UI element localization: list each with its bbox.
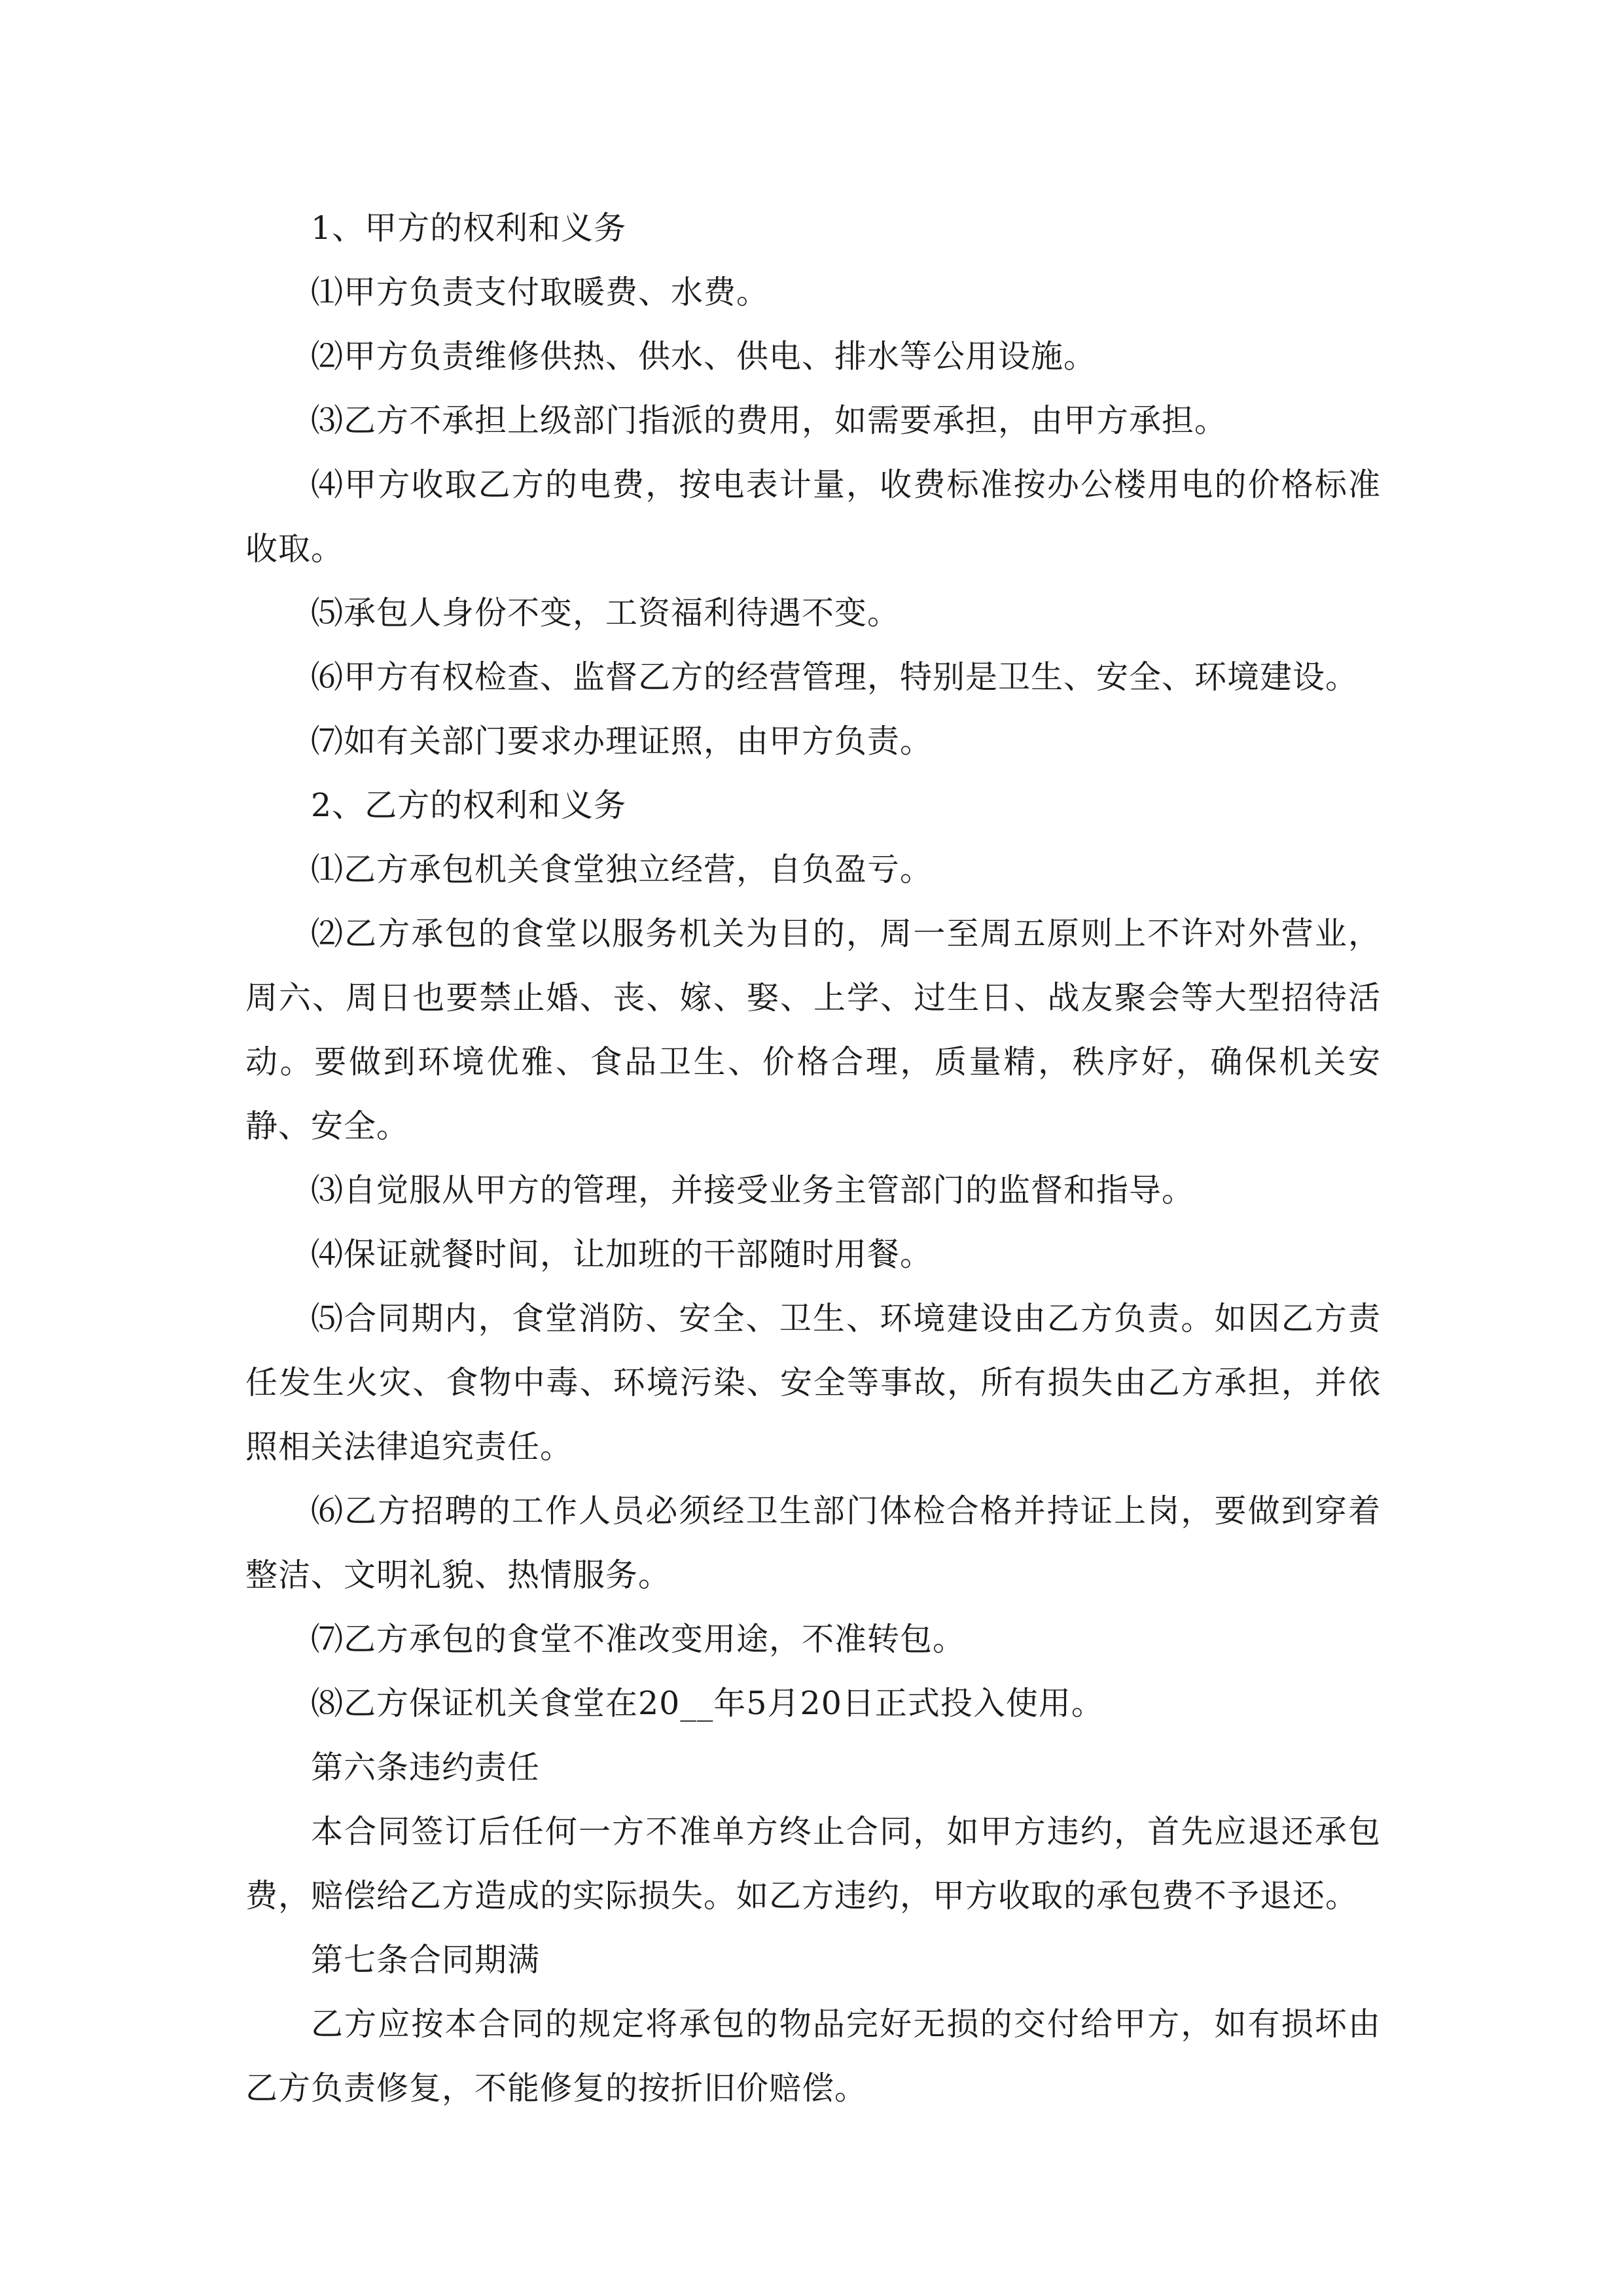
clause-item: ⑷保证就餐时间，让加班的干部随时用餐。: [311, 1236, 933, 1273]
clause-item: ⑸合同期内，食堂消防、安全、卫生、环境建设由乙方负责。如因乙方责任发生火灾、食物中毒、环境污染、安全等事故，所有损失由乙方承担，并依照相关法律追究责任。: [245, 1300, 1381, 1465]
section-heading: 2、乙方的权利和义务: [311, 787, 627, 824]
clause-item: ⑶自觉服从甲方的管理，并接受业务主管部门的监督和指导。: [311, 1172, 1195, 1209]
clause-item: ⑺如有关部门要求办理证照，由甲方负责。: [311, 723, 933, 760]
clause-item: ⑶乙方不承担上级部门指派的费用，如需要承担，由甲方承担。: [311, 402, 1228, 439]
article-body: 本合同签订后任何一方不准单方终止合同，如甲方违约，首先应退还承包费，赔偿给乙方造成的实际损失。如乙方违约，甲方收取的承包费不予退还。: [245, 1813, 1381, 1914]
clause-item: ⑸承包人身份不变，工资福利待遇不变。: [311, 594, 901, 632]
clause-item: ⑵甲方负责维修供热、供水、供电、排水等公用设施。: [311, 338, 1097, 375]
clause-item: ⑹甲方有权检查、监督乙方的经营管理，特别是卫生、安全、环境建设。: [311, 658, 1359, 696]
section-heading: 1、甲方的权利和义务: [311, 209, 627, 247]
clause-item: ⑴甲方负责支付取暖费、水费。: [311, 274, 770, 311]
clause-item: ⑷甲方收取乙方的电费，按电表计量，收费标准按办公楼用电的价格标准收取。: [245, 466, 1381, 567]
clause-item: ⑺乙方承包的食堂不准改变用途，不准转包。: [311, 1621, 966, 1658]
document-page: [245, 196, 1381, 2121]
clause-item: ⑴乙方承包机关食堂独立经营，自负盈亏。: [311, 851, 933, 888]
article-heading: 第七条合同期满: [311, 1941, 541, 1979]
clause-item: ⑹乙方招聘的工作人员必须经卫生部门体检合格并持证上岗，要做到穿着整洁、文明礼貌、热情服务。: [245, 1492, 1381, 1594]
clause-item: ⑻乙方保证机关食堂在20__年5月20日正式投入使用。: [311, 1685, 1104, 1722]
article-body: 乙方应按本合同的规定将承包的物品完好无损的交付给甲方，如有损坏由乙方负责修复，不能修复的按折旧价赔偿。: [245, 2005, 1381, 2107]
article-heading: 第六条违约责任: [311, 1749, 541, 1786]
clause-item: ⑵乙方承包的食堂以服务机关为目的，周一至周五原则上不许对外营业，周六、周日也要禁止婚、丧、嫁、娶、上学、过生日、战友聚会等大型招待活动。要做到环境优雅、食品卫生、价格合理，质量精，秩序好，确保机关安静、安全。: [245, 915, 1381, 1145]
